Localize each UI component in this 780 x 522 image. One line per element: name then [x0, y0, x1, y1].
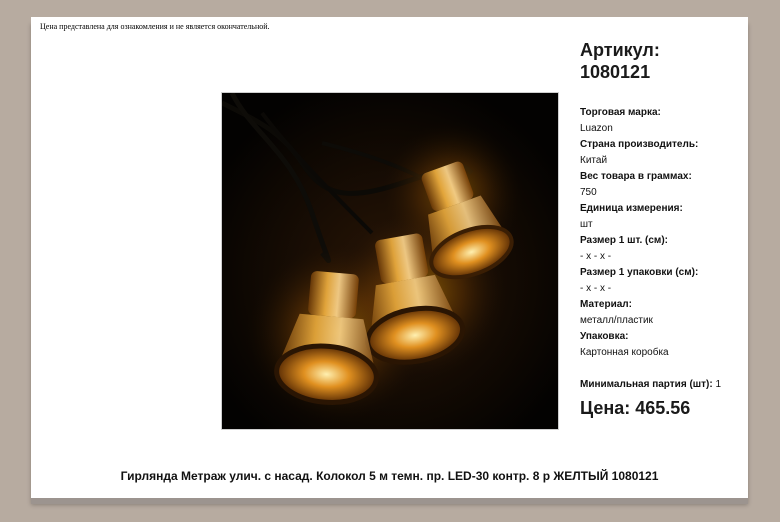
product-info: [580, 39, 748, 419]
article-label: Артикул:: [580, 40, 660, 60]
article-number: 1080121: [580, 62, 651, 82]
min-batch-label: Минимальная партия (шт):: [580, 379, 713, 390]
min-batch-value: 1: [715, 379, 722, 390]
product-photo: [221, 92, 559, 430]
spec-name: Размер 1 шт. (см):: [580, 235, 668, 246]
spec-value: - x - x -: [580, 283, 612, 294]
bell-garland-photo-icon: [222, 93, 558, 429]
spec-name: Страна производитель:: [580, 139, 699, 150]
spec-value: - x - x -: [580, 251, 612, 262]
spec-name: Единица измерения:: [580, 203, 683, 214]
spec-list: [580, 105, 748, 361]
spec-name: Размер 1 упаковки (см):: [580, 267, 699, 278]
min-batch: [580, 378, 748, 392]
spec-name: Вес товара в граммах:: [580, 171, 692, 182]
spec-name: Упаковка:: [580, 331, 629, 342]
product-title: Гирлянда Метраж улич. с насад. Колокол 5 м темн. пр. LED-30 контр. 8 р ЖЕЛТЫЙ 1080121: [120, 469, 659, 483]
spec-value: 750: [580, 187, 597, 198]
spec-value: шт: [580, 219, 593, 230]
spec-value: Картонная коробка: [580, 347, 669, 358]
spec-value: Китай: [580, 155, 608, 166]
spec-name: Материал:: [580, 299, 632, 310]
spec-value: металл/пластик: [580, 315, 653, 326]
spec-name: Торговая марка:: [580, 107, 661, 118]
price: Цена: 465.56: [580, 398, 691, 418]
spec-value: Luazon: [580, 123, 613, 134]
product-sheet: [31, 17, 748, 498]
price-disclaimer: Цена представлена для ознакомления и не является окончательной.: [40, 22, 270, 31]
